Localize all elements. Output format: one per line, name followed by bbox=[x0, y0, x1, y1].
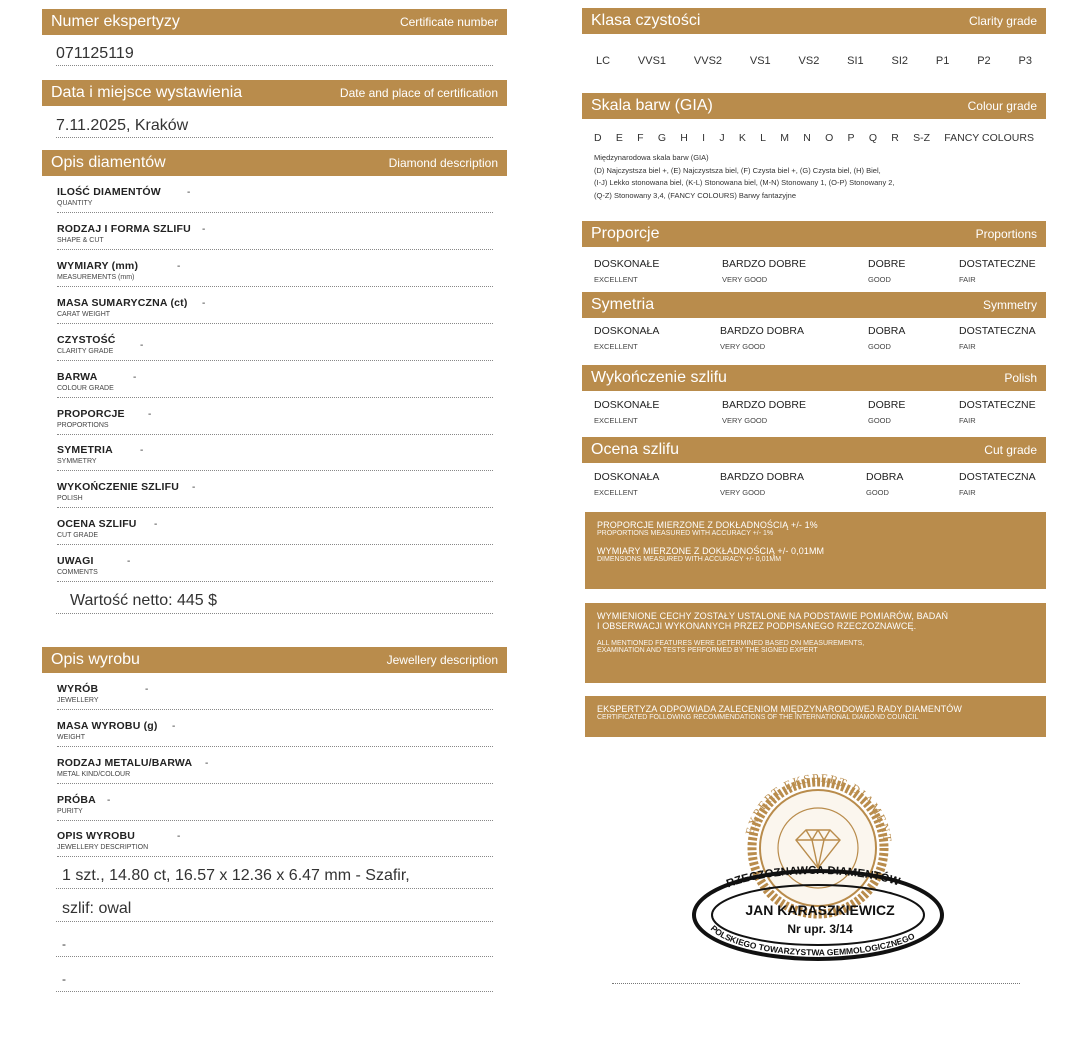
colour-label: K bbox=[738, 132, 746, 144]
field-label: WYKOŃCZENIE SZLIFU bbox=[57, 481, 180, 493]
symmetry-grades bbox=[582, 325, 1046, 359]
date-place-header bbox=[42, 80, 507, 106]
grade-very-good bbox=[720, 471, 804, 497]
field-value: - bbox=[107, 795, 111, 806]
proportions-title-en: Proportions bbox=[975, 227, 1037, 241]
field-label: SYMETRIA bbox=[57, 444, 113, 456]
features-line-en: ALL MENTIONED FEATURES WERE DETERMINED BASED ON MEASUREMENTS, bbox=[597, 640, 865, 647]
grade-fair bbox=[959, 325, 1036, 351]
diamond-description-header bbox=[42, 150, 507, 176]
polish-title-en: Polish bbox=[1004, 371, 1037, 385]
jewellery-description-header bbox=[42, 647, 507, 673]
grade-good bbox=[868, 325, 905, 351]
colour-label: G bbox=[657, 132, 666, 144]
field-label: PRÓBA bbox=[57, 794, 96, 806]
field-comments bbox=[57, 555, 493, 582]
grade-good bbox=[868, 258, 905, 284]
field-label: RODZAJ METALU/BARWA bbox=[57, 757, 193, 769]
grade-label: DOBRA bbox=[866, 471, 904, 483]
field-value: - bbox=[154, 519, 158, 530]
features-notice bbox=[585, 603, 1046, 683]
colour-label: F bbox=[637, 132, 644, 144]
colour-label: O bbox=[825, 132, 834, 144]
field-value: - bbox=[187, 187, 191, 198]
field-label-en: WEIGHT bbox=[57, 734, 85, 741]
grade-label-en: FAIR bbox=[959, 275, 976, 284]
cert-number-title-en: Certificate number bbox=[399, 15, 498, 29]
field-symmetry bbox=[57, 444, 493, 471]
clarity-label: P1 bbox=[935, 55, 950, 67]
proportions-grades bbox=[582, 258, 1046, 292]
grade-label: BARDZO DOBRE bbox=[722, 258, 807, 270]
clarity-label: VS1 bbox=[749, 55, 771, 67]
grade-label: DOBRA bbox=[868, 325, 906, 337]
jewellery-desc-line-2: szlif: owal bbox=[56, 897, 493, 922]
field-label-en: CUT GRADE bbox=[57, 532, 99, 539]
field-value: - bbox=[192, 482, 196, 493]
field-value: - bbox=[145, 684, 149, 695]
features-line-en: EXAMINATION AND TESTS PERFORMED BY THE SIGNED EXPERT bbox=[597, 647, 818, 654]
colour-title-en: Colour grade bbox=[967, 99, 1037, 113]
cut-grades bbox=[582, 471, 1046, 505]
accuracy-line-en: PROPORTIONS MEASURED WITH ACCURACY +/- 1% bbox=[597, 530, 774, 537]
cut-grade-title-en: Cut grade bbox=[984, 443, 1037, 457]
clarity-label: VVS2 bbox=[693, 55, 723, 67]
field-label-en: QUANTITY bbox=[57, 200, 93, 207]
field-value: - bbox=[140, 340, 144, 351]
field-label: WYMIARY (mm) bbox=[57, 260, 139, 272]
symmetry-title-en: Symmetry bbox=[983, 298, 1037, 312]
grade-label: DOSKONAŁE bbox=[594, 399, 660, 411]
clarity-label: P3 bbox=[1018, 55, 1032, 67]
colour-label: R bbox=[891, 132, 899, 144]
clarity-scale bbox=[582, 55, 1046, 67]
field-purity bbox=[57, 794, 493, 821]
grade-label-en: FAIR bbox=[959, 488, 976, 497]
field-label-en: MEASUREMENTS (mm) bbox=[57, 274, 135, 281]
field-label-en: SHAPE & CUT bbox=[57, 237, 104, 244]
field-value: - bbox=[205, 758, 209, 769]
grade-very-good bbox=[720, 325, 804, 351]
grade-label-en: GOOD bbox=[868, 342, 891, 351]
grade-label-en: VERY GOOD bbox=[722, 275, 768, 284]
symmetry-header bbox=[582, 292, 1046, 318]
colour-title: Skala barw (GIA) bbox=[591, 97, 713, 114]
proportions-header bbox=[582, 221, 1046, 247]
grade-label: DOBRE bbox=[868, 399, 906, 411]
grade-fair bbox=[959, 471, 1036, 497]
grade-label-en: EXCELLENT bbox=[594, 275, 638, 284]
symmetry-title: Symetria bbox=[591, 296, 655, 313]
jewellery-desc-line-3: - bbox=[56, 932, 493, 957]
field-label: ILOŚĆ DIAMENTÓW bbox=[57, 186, 161, 198]
colour-label: H bbox=[680, 132, 688, 144]
field-clarity bbox=[57, 334, 493, 361]
grade-label-en: FAIR bbox=[959, 342, 976, 351]
council-line-en: CERTIFICATED FOLLOWING RECOMMENDATIONS OF THE INTERNATIONAL DIAMOND COUNCIL bbox=[597, 714, 919, 721]
grade-label: BARDZO DOBRA bbox=[720, 471, 805, 483]
clarity-label: VS2 bbox=[798, 55, 820, 67]
field-label: RODZAJ I FORMA SZLIFU bbox=[57, 223, 191, 235]
field-quantity bbox=[57, 186, 493, 213]
seal-text: EXPERT EKSPERT DIAMENT bbox=[742, 770, 895, 844]
field-label-en: PROPORTIONS bbox=[57, 422, 109, 429]
field-label-en: JEWELLERY bbox=[57, 697, 99, 704]
field-label: OCENA SZLIFU bbox=[57, 518, 137, 530]
grade-excellent bbox=[594, 471, 659, 497]
colour-desc-line: (Q-Z) Stonowany 3,4, (FANCY COLOURS) Barwy fantazyjne bbox=[594, 190, 797, 200]
grade-label-en: GOOD bbox=[866, 488, 889, 497]
grade-good bbox=[866, 471, 903, 497]
field-label: MASA WYROBU (g) bbox=[57, 720, 158, 732]
field-value: - bbox=[133, 372, 137, 383]
field-label-en: CARAT WEIGHT bbox=[57, 311, 111, 318]
council-notice bbox=[585, 696, 1046, 737]
cut-grade-header bbox=[582, 437, 1046, 463]
grade-label-en: VERY GOOD bbox=[720, 488, 766, 497]
jewellery-description-title-en: Jewellery description bbox=[386, 653, 498, 667]
jewellery-desc-line-4: - bbox=[56, 967, 493, 992]
jewellery-description-title: Opis wyrobu bbox=[51, 651, 140, 668]
colour-label: FANCY COLOURS bbox=[944, 132, 1034, 144]
colour-label: D bbox=[594, 132, 602, 144]
clarity-label: VVS1 bbox=[637, 55, 667, 67]
features-line: I OBSERWACJI WYKONANYCH PRZEZ PODPISANEGO RZECZOZNAWCĘ. bbox=[597, 621, 917, 631]
field-proportions bbox=[57, 408, 493, 435]
expert-stamp bbox=[688, 770, 950, 975]
accuracy-line: WYMIARY MIERZONE Z DOKŁADNOŚCIĄ +/- 0,01MM bbox=[597, 546, 825, 556]
field-value: - bbox=[140, 445, 144, 456]
grade-label-en: GOOD bbox=[868, 275, 891, 284]
clarity-label: SI2 bbox=[891, 55, 909, 67]
grade-label: DOSTATECZNE bbox=[959, 258, 1036, 270]
stamp-name: JAN KARASZKIEWICZ bbox=[745, 902, 895, 918]
field-label-en: METAL KIND/COLOUR bbox=[57, 771, 131, 778]
field-value: - bbox=[202, 224, 206, 235]
polish-header bbox=[582, 365, 1046, 391]
colour-label: N bbox=[803, 132, 811, 144]
field-value: - bbox=[172, 721, 176, 732]
features-line: WYMIENIONE CECHY ZOSTAŁY USTALONE NA PODSTAWIE POMIARÓW, BADAŃ bbox=[597, 611, 949, 621]
clarity-label: LC bbox=[596, 55, 611, 67]
clarity-label: P2 bbox=[977, 55, 991, 67]
grade-label-en: EXCELLENT bbox=[594, 488, 638, 497]
clarity-label: SI1 bbox=[847, 55, 864, 67]
field-value: - bbox=[127, 556, 131, 567]
field-measurements bbox=[57, 260, 493, 287]
colour-scale-description bbox=[594, 152, 1042, 202]
grade-label: DOSKONAŁA bbox=[594, 471, 660, 483]
polish-title: Wykończenie szlifu bbox=[591, 369, 727, 386]
colour-label: L bbox=[760, 132, 766, 144]
colour-label: P bbox=[847, 132, 855, 144]
field-value: - bbox=[148, 409, 152, 420]
stamp-top-text: RZECZOZNAWCA DIAMENTÓW bbox=[724, 864, 902, 891]
grade-excellent bbox=[594, 258, 659, 284]
colour-label: M bbox=[780, 132, 789, 144]
net-value-line bbox=[56, 613, 493, 614]
stamp-bottom-text: POLSKIEGO TOWARZYSTWA GEMMOLOGICZNEGO bbox=[708, 923, 917, 958]
field-polish bbox=[57, 481, 493, 508]
grade-label-en: EXCELLENT bbox=[594, 342, 638, 351]
expert-stamp-graphic bbox=[688, 770, 950, 970]
date-place-title-en: Date and place of certification bbox=[339, 86, 498, 100]
jewellery-desc-line-1: 1 szt., 14.80 ct, 16.57 x 12.36 x 6.47 mm - Szafir, bbox=[56, 864, 493, 889]
council-line: EKSPERTYZA ODPOWIADA ZALECENIOM MIĘDZYNARODOWEJ RADY DIAMENTÓW bbox=[597, 704, 962, 714]
grade-label: DOSTATECZNA bbox=[959, 471, 1036, 483]
field-label: BARWA bbox=[57, 371, 98, 383]
colour-label: Q bbox=[868, 132, 877, 144]
grade-label: BARDZO DOBRA bbox=[720, 325, 805, 337]
grade-label-en: EXCELLENT bbox=[594, 416, 638, 425]
grade-label-en: GOOD bbox=[868, 416, 891, 425]
colour-header bbox=[582, 93, 1046, 119]
grade-good bbox=[868, 399, 905, 425]
grade-fair bbox=[959, 258, 1036, 284]
field-label: MASA SUMARYCZNA (ct) bbox=[57, 297, 188, 309]
date-place-value: 7.11.2025, Kraków bbox=[56, 115, 493, 138]
cut-grade-title: Ocena szlifu bbox=[591, 441, 680, 458]
grade-label: DOBRE bbox=[868, 258, 906, 270]
accuracy-line: PROPORCJE MIERZONE Z DOKŁADNOŚCIĄ +/- 1% bbox=[597, 520, 818, 530]
diamond-description-title-en: Diamond description bbox=[388, 156, 498, 170]
accuracy-line-en: DIMENSIONS MEASURED WITH ACCURACY +/- 0,01MM bbox=[597, 556, 782, 563]
colour-label: J bbox=[719, 132, 725, 144]
accuracy-notice bbox=[585, 512, 1046, 589]
clarity-title: Klasa czystości bbox=[591, 12, 701, 29]
colour-label: E bbox=[615, 132, 623, 144]
field-jewellery bbox=[57, 683, 493, 710]
field-colour bbox=[57, 371, 493, 398]
diamond-description-title: Opis diamentów bbox=[51, 154, 166, 171]
field-label: OPIS WYROBU bbox=[57, 830, 136, 842]
field-label: UWAGI bbox=[57, 555, 94, 567]
grade-very-good bbox=[722, 258, 806, 284]
field-label-en: PURITY bbox=[57, 808, 83, 815]
colour-desc-line: (I-J) Lekko stonowana biel, (K-L) Stonowana biel, (M-N) Stonowany 1, (O-P) Stonowany 2, bbox=[594, 178, 895, 187]
cert-number-header bbox=[42, 9, 507, 35]
colour-desc-line: Międzynarodowa skala barw (GIA) bbox=[594, 153, 709, 162]
grade-excellent bbox=[594, 399, 659, 425]
field-label-en: JEWELLERY DESCRIPTION bbox=[57, 844, 149, 851]
field-label-en: COMMENTS bbox=[57, 569, 98, 576]
net-value: Wartość netto: 445 $ bbox=[70, 592, 218, 609]
cert-number-value: 071125119 bbox=[56, 43, 493, 66]
field-weight bbox=[57, 720, 493, 747]
field-label: WYRÓB bbox=[57, 683, 99, 695]
grade-fair bbox=[959, 399, 1036, 425]
field-value: - bbox=[177, 831, 181, 842]
grade-label: DOSTATECZNE bbox=[959, 399, 1036, 411]
grade-label: DOSKONAŁA bbox=[594, 325, 660, 337]
grade-label: DOSKONAŁE bbox=[594, 258, 660, 270]
colour-label: S-Z bbox=[913, 132, 931, 144]
grade-label: DOSTATECZNA bbox=[959, 325, 1036, 337]
field-value: - bbox=[177, 261, 181, 272]
grade-label-en: FAIR bbox=[959, 416, 976, 425]
field-label-en: SYMMETRY bbox=[57, 458, 97, 465]
colour-label: I bbox=[702, 132, 706, 144]
grade-very-good bbox=[722, 399, 806, 425]
grade-label-en: VERY GOOD bbox=[722, 416, 768, 425]
stamp-license: Nr upr. 3/14 bbox=[787, 922, 853, 936]
grade-label: BARDZO DOBRE bbox=[722, 399, 807, 411]
cert-number-title: Numer ekspertyzy bbox=[51, 13, 180, 30]
signature-line bbox=[612, 983, 1020, 984]
proportions-title: Proporcje bbox=[591, 225, 660, 242]
field-jewellery-description bbox=[57, 830, 493, 857]
clarity-title-en: Clarity grade bbox=[968, 14, 1037, 28]
colour-desc-line: (D) Najczystsza biel +, (E) Najczystsza biel, (F) Czysta biel +, (G) Czysta biel, (H) Biel, bbox=[594, 165, 881, 175]
field-label-en: CLARITY GRADE bbox=[57, 348, 114, 355]
polish-grades bbox=[582, 399, 1046, 433]
grade-label-en: VERY GOOD bbox=[720, 342, 766, 351]
field-metal-kind bbox=[57, 757, 493, 784]
field-label: PROPORCJE bbox=[57, 408, 125, 420]
colour-scale bbox=[582, 132, 1046, 144]
field-cut-grade bbox=[57, 518, 493, 545]
field-shape-cut bbox=[57, 223, 493, 250]
field-carat-weight bbox=[57, 297, 493, 324]
date-place-title: Data i miejsce wystawienia bbox=[51, 84, 243, 101]
field-label-en: POLISH bbox=[57, 495, 83, 502]
field-value: - bbox=[202, 298, 206, 309]
field-label-en: COLOUR GRADE bbox=[57, 385, 114, 392]
grade-excellent bbox=[594, 325, 659, 351]
field-label: CZYSTOŚĆ bbox=[57, 334, 116, 346]
clarity-header bbox=[582, 8, 1046, 34]
